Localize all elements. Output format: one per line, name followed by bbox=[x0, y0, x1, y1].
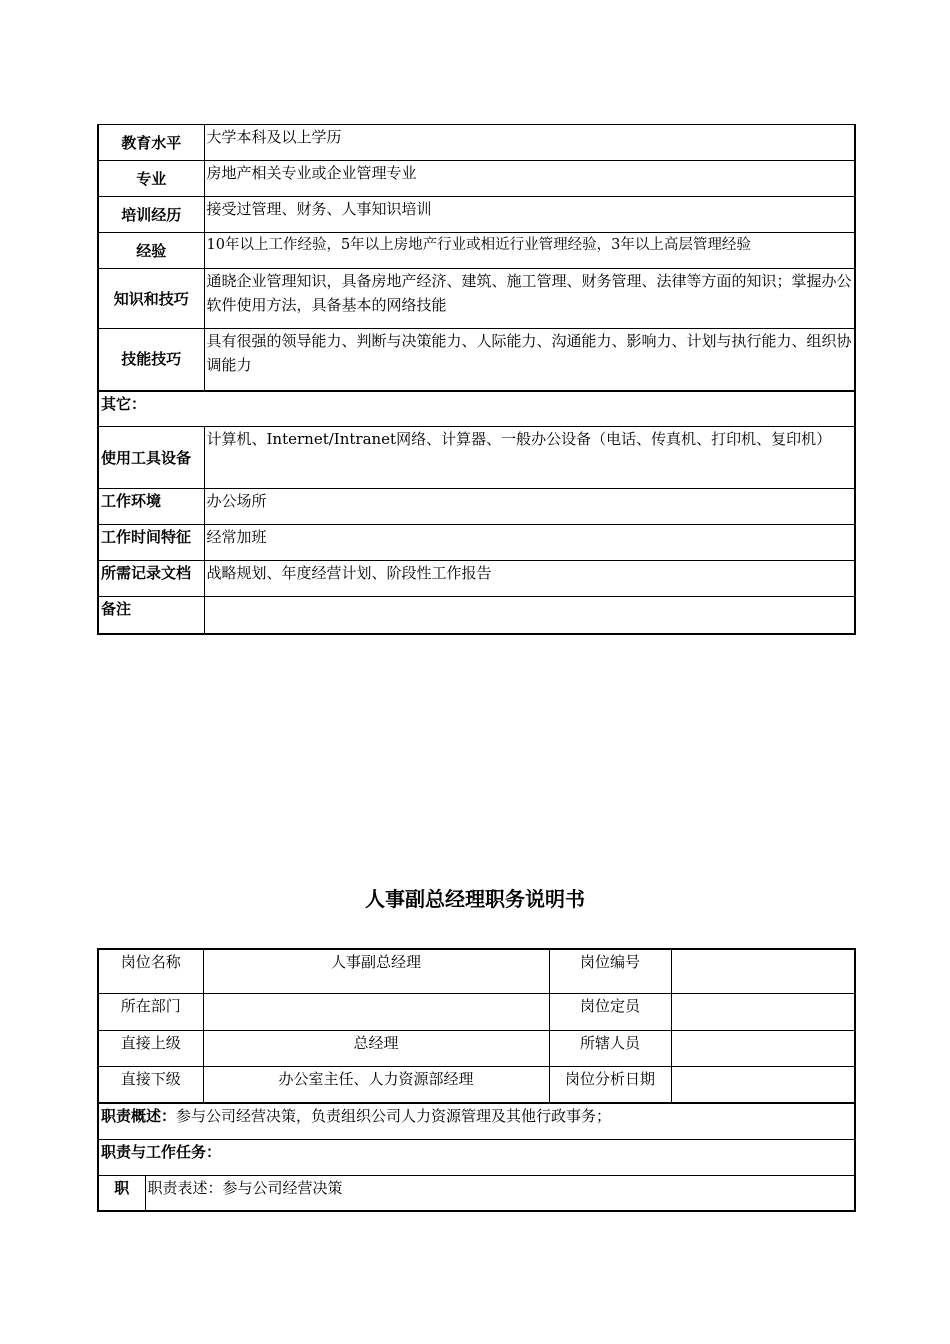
knowledge-value: 通晓企业管理知识，具备房地产经济、建筑、施工管理、财务管理、法律等方面的知识；掌握办公软件使用方法，具备基本的网络技能 bbox=[204, 269, 855, 329]
summary-value: 参与公司经营决策，负责组织公司人力资源管理及其他行政事务； bbox=[176, 1107, 612, 1125]
requirements-table bbox=[97, 124, 856, 635]
summary-label: 职责概述： bbox=[101, 1107, 177, 1125]
notes-label: 备注 bbox=[98, 597, 204, 634]
education-value: 大学本科及以上学历 bbox=[204, 125, 855, 161]
tools-label: 使用工具设备 bbox=[98, 427, 204, 489]
knowledge-label: 知识和技巧 bbox=[98, 269, 204, 329]
major-value: 房地产相关专业或企业管理专业 bbox=[204, 161, 855, 197]
training-value: 接受过管理、财务、人事知识培训 bbox=[204, 197, 855, 233]
superior-label: 直接上级 bbox=[98, 1030, 203, 1066]
pos-name-value: 人事副总经理 bbox=[203, 949, 549, 993]
headcount-label: 岗位定员 bbox=[549, 993, 671, 1030]
headcount-value bbox=[671, 993, 855, 1030]
tools-value: 计算机、Internet/Intranet网络、计算器、一般办公设备（电话、传真机、打印机、复印机） bbox=[204, 427, 855, 489]
subordinates-value bbox=[671, 1030, 855, 1066]
skills-value: 具有很强的领导能力、判断与决策能力、人际能力、沟通能力、影响力、计划与执行能力、组织协调能力 bbox=[204, 329, 855, 391]
duties-label: 职责与工作任务： bbox=[98, 1139, 855, 1175]
reports-label: 直接下级 bbox=[98, 1066, 203, 1103]
docs-label: 所需记录文档 bbox=[98, 561, 204, 597]
training-label: 培训经历 bbox=[98, 197, 204, 233]
page-title: 人事副总经理职务说明书 bbox=[365, 887, 585, 911]
dept-label: 所在部门 bbox=[98, 993, 203, 1030]
time-label: 工作时间特征 bbox=[98, 525, 204, 561]
reports-value: 办公室主任、人力资源部经理 bbox=[203, 1066, 549, 1103]
experience-label: 经验 bbox=[98, 233, 204, 269]
summary-row bbox=[98, 1103, 855, 1139]
subordinates-label: 所辖人员 bbox=[549, 1030, 671, 1066]
pos-no-label: 岗位编号 bbox=[549, 949, 671, 993]
job-description-table bbox=[97, 948, 856, 1212]
env-label: 工作环境 bbox=[98, 489, 204, 525]
skills-label: 技能技巧 bbox=[98, 329, 204, 391]
pos-no-value bbox=[671, 949, 855, 993]
duty-col-label: 职 bbox=[98, 1175, 145, 1211]
pos-name-label: 岗位名称 bbox=[98, 949, 203, 993]
analysis-date-label: 岗位分析日期 bbox=[549, 1066, 671, 1103]
analysis-date-value bbox=[671, 1066, 855, 1103]
notes-value bbox=[204, 597, 855, 634]
superior-value: 总经理 bbox=[203, 1030, 549, 1066]
time-value: 经常加班 bbox=[204, 525, 855, 561]
dept-value bbox=[203, 993, 549, 1030]
major-label: 专业 bbox=[98, 161, 204, 197]
docs-value: 战略规划、年度经营计划、阶段性工作报告 bbox=[204, 561, 855, 597]
other-label: 其它： bbox=[98, 391, 855, 427]
experience-value: 10年以上工作经验，5年以上房地产行业或相近行业管理经验，3年以上高层管理经验 bbox=[204, 233, 855, 269]
education-label: 教育水平 bbox=[98, 125, 204, 161]
duty-desc: 职责表述：参与公司经营决策 bbox=[145, 1175, 855, 1211]
env-value: 办公场所 bbox=[204, 489, 855, 525]
